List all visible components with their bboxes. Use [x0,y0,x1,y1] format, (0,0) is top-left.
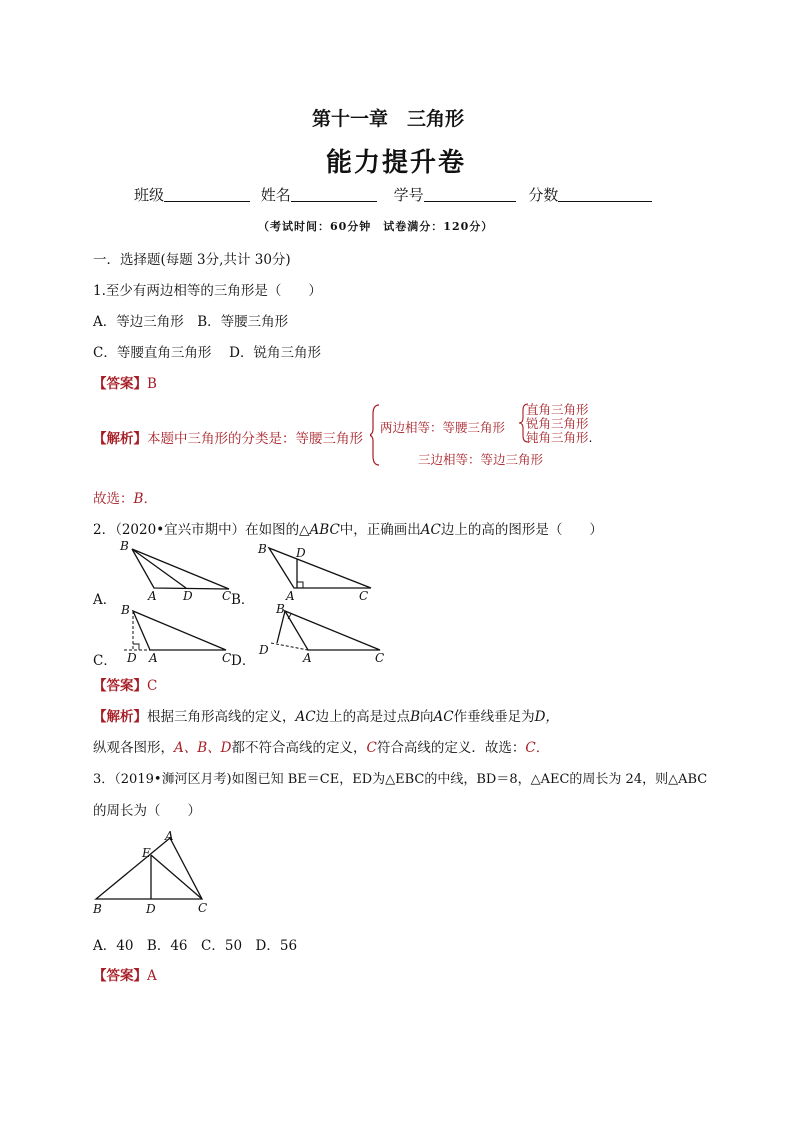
score-blank[interactable] [558,187,652,202]
q3-label-d: D [146,902,156,916]
q2-analysis-1 [93,705,559,725]
fig-b-label-c: C [359,589,369,603]
class-blank[interactable] [164,187,250,202]
analysis-lead: 本题中三角形的分类是：等腰三角形 [147,431,363,447]
q3-figure [88,826,228,922]
q1-analysis [93,427,363,447]
q2-figure-b [255,536,395,606]
q3-answer [93,964,157,984]
a2c: 都不符合高线的定义， [231,740,367,756]
fig-d-label-a: A [303,651,312,665]
answer-tag: 【答案】 [93,678,147,694]
field-label-score: 分数 [528,186,559,204]
q3-label-e: E [142,846,151,860]
sub-dot: . [588,430,593,445]
q1-answer [93,372,157,392]
a1g: 作垂线垂足为 [453,709,535,725]
a1d: B [410,709,421,725]
q1-options-1: A．等边三角形 B．等腰三角形 [93,314,289,330]
q2-stem-mid: 中，正确画出 [339,522,421,538]
a1h: D， [534,709,559,725]
fig-c-label-c: C [222,651,232,665]
fig-b-label-b: B [258,542,267,556]
info-row [134,184,652,205]
a2a: 纵观各图形， [93,740,174,756]
branch-two-equal: 两边相等：等腰三角形 [380,420,506,435]
sub-right: 直角三角形 [526,402,589,417]
q3-stem-2: 的周长为（ ） [93,803,201,819]
page-title: 能力提升卷 [326,148,467,178]
fig-a-label-d: D [183,589,193,603]
branch-three-equal: 三边相等：等边三角形 [418,452,544,467]
q2-stem [93,518,603,538]
q2-stem-prefix: 2．（2020•宜兴市期中）在如图的△ [93,522,310,538]
conclusion-prefix: 故选： [93,491,134,507]
sub-obtuse [526,431,593,445]
answer-value: A [147,968,157,984]
q3-label-b: B [93,902,102,916]
fig-b-label-a: A [286,589,295,603]
a2d: C [366,740,377,756]
name-blank[interactable] [291,187,377,202]
q2-analysis-2 [93,736,549,756]
answer-tag: 【答案】 [93,968,147,984]
sub-acute: 锐角三角形 [526,416,589,431]
q2-option-b: B． [231,592,255,608]
fig-a-label-b: B [120,539,129,553]
section-heading: 一．选择题(每题 3分,共计 30分) [93,252,291,268]
answer-value: C [147,678,158,694]
analysis-tag: 【解析】 [93,431,147,447]
q2-stem-suffix: 边上的高的图形是（ ） [440,522,603,538]
a1b: AC [295,709,316,725]
q2-option-c: C． [93,653,117,669]
q2-stem-ac: AC [420,522,441,538]
analysis-tag: 【解析】 [93,709,147,725]
fig-a-label-c: C [222,589,232,603]
q3-stem-1: 3．（2019•浉河区月考)如图已知 BE＝CE，ED为△EBC的中线，BD＝8，△AEC的周长为 24，则△ABC [93,772,708,787]
a1a: 根据三角形高线的定义， [147,709,296,725]
conclusion-value: B． [133,491,157,507]
q2-stem-abc: ABC [309,522,340,538]
q2-answer [93,674,157,694]
fig-d-label-d: D [259,643,269,657]
q1-stem: 1.至少有两边相等的三角形是（ ） [93,283,322,299]
chapter-title: 第十一章 三角形 [312,108,465,130]
a1f: AC [433,709,454,725]
q2-option-d: D． [231,653,256,669]
fig-c-label-b: B [121,603,130,617]
fig-b-label-d: D [296,546,306,560]
q1-options-2: C．等腰直角三角形 D．锐角三角形 [93,345,321,361]
q3-label-c: C [198,901,208,915]
q1-conclusion [93,487,157,507]
fig-d-label-b: B [276,602,285,616]
fig-a-label-a: A [148,589,157,603]
fig-c-label-d: D [127,651,137,665]
a2f: C． [525,740,550,756]
exam-meta: （考试时间：60分钟 试卷满分：120分） [258,220,494,233]
fig-c-label-a: A [149,651,158,665]
a1c: 边上的高是过点 [315,709,411,725]
a2e: 符合高线的定义．故选： [376,740,526,756]
id-blank[interactable] [424,187,516,202]
q2-option-a: A． [93,592,117,608]
q3-label-a: A [165,829,174,843]
a2b: A、B、D [174,740,232,756]
fig-d-label-c: C [375,651,385,665]
sub-obtuse-text: 钝角三角形 [526,430,589,445]
answer-tag: 【答案】 [93,376,147,392]
q2-figure-d [255,598,395,668]
field-label-id: 学号 [393,186,424,204]
a1e: 向 [420,709,434,725]
q3-options: A．40 B．46 C．50 D．56 [93,938,298,954]
answer-value: B [147,376,157,392]
field-label-class: 班级 [134,186,165,204]
field-label-name: 姓名 [260,186,291,204]
